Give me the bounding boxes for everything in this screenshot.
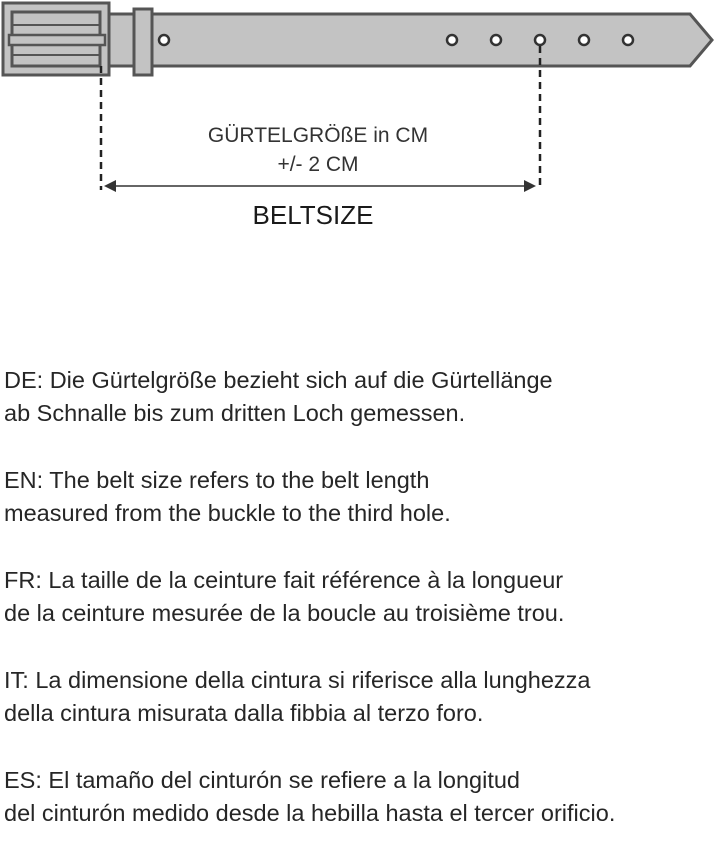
description-line: ab Schnalle bis zum dritten Loch gemessen.: [4, 400, 466, 426]
belt-hole: [579, 35, 589, 45]
description-fr: [4, 564, 720, 630]
description-line: DE: Die Gürtelgröße bezieht sich auf die Gürtellänge: [4, 367, 553, 393]
size-descriptions: [4, 364, 720, 864]
size-label-line1: GÜRTELGRÖßE in CM: [207, 124, 429, 147]
description-line: ES: El tamaño del cinturón se refiere a la longitud: [4, 767, 520, 793]
beltsize-label: BELTSIZE: [252, 200, 374, 230]
description-line: del cinturón medido desde la hebilla hasta el tercer orificio.: [4, 800, 616, 826]
size-label-line2: +/- 2 CM: [277, 153, 359, 176]
description-it: [4, 664, 720, 730]
arrow-right-head: [524, 180, 536, 192]
belt-size-diagram: [0, 0, 720, 240]
description-line: EN: The belt size refers to the belt length: [4, 467, 430, 493]
description-line: de la ceinture mesurée de la boucle au troisième trou.: [4, 600, 565, 626]
belt-hole-third: [535, 35, 545, 45]
description-es: [4, 764, 720, 830]
buckle-tongue: [9, 35, 105, 45]
description-line: FR: La taille de la ceinture fait référence à la longueur: [4, 567, 564, 593]
description-en: [4, 464, 720, 530]
belt-hole: [491, 35, 501, 45]
belt-loop: [134, 9, 152, 75]
description-line: IT: La dimensione della cintura si riferisce alla lunghezza: [4, 667, 591, 693]
belt-hole: [447, 35, 457, 45]
belt-hole: [623, 35, 633, 45]
description-line: measured from the buckle to the third hole.: [4, 500, 451, 526]
arrow-left-head: [104, 180, 116, 192]
description-de: [4, 364, 720, 430]
description-line: della cintura misurata dalla fibbia al terzo foro.: [4, 700, 484, 726]
belt-hole: [159, 35, 169, 45]
